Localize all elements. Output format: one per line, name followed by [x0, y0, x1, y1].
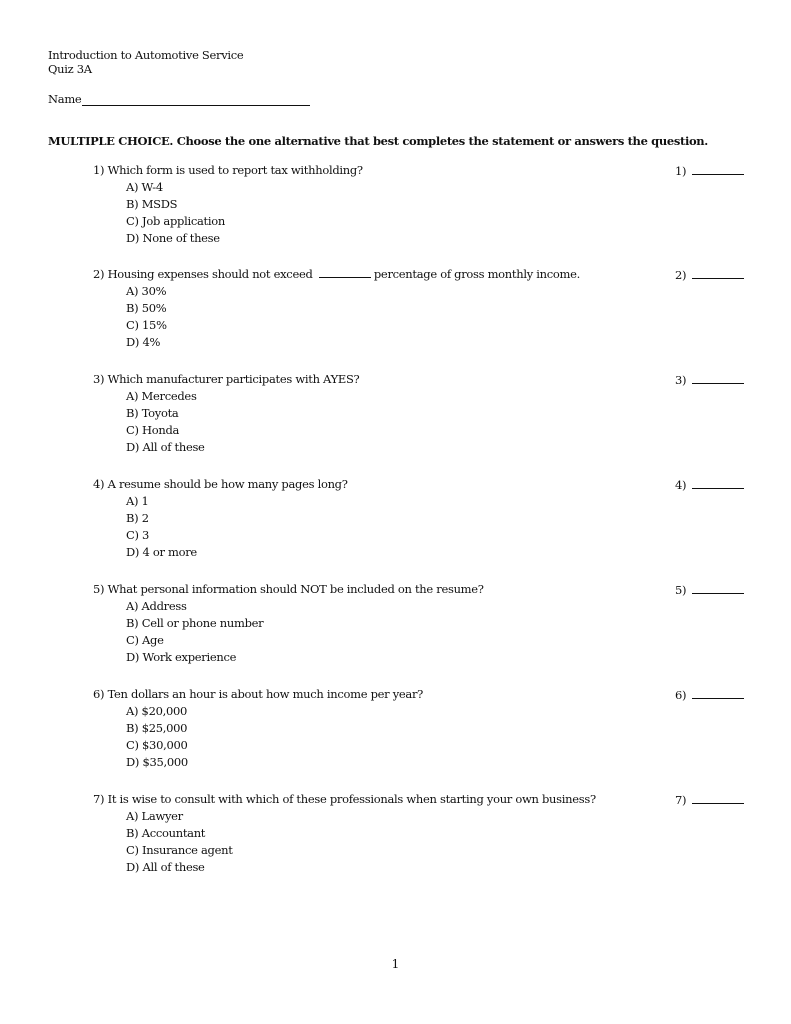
question-3	[93, 371, 748, 456]
answer-option: B) 50%	[126, 301, 167, 315]
answer-slot	[675, 371, 744, 389]
answer-options	[126, 703, 748, 771]
answer-blank-line[interactable]	[692, 162, 744, 175]
answer-option: A) 1	[126, 494, 149, 508]
question-text: It is wise to consult with which of these professionals when starting your own business?	[107, 792, 596, 806]
answer-options	[126, 388, 748, 456]
answer-option: B) 2	[126, 511, 149, 525]
question-text: Ten dollars an hour is about how much income per year?	[107, 687, 424, 701]
question-stem	[93, 581, 748, 598]
answer-option: B) MSDS	[126, 197, 178, 211]
answer-option: C) 15%	[126, 318, 167, 332]
answer-option: A) Address	[126, 599, 187, 613]
answer-option: D) None of these	[126, 231, 220, 245]
answer-option: C) $30,000	[126, 738, 188, 752]
answer-slot-number: 6)	[675, 688, 687, 702]
question-stem	[93, 686, 748, 703]
answer-option: A) 30%	[126, 284, 167, 298]
question-number: 4)	[93, 477, 105, 491]
answer-options	[126, 283, 748, 351]
fill-in-blank	[319, 266, 371, 278]
page-number: 1	[391, 957, 400, 971]
name-field-row	[48, 92, 310, 106]
question-stem	[93, 266, 748, 283]
question-text-continued: percentage of gross monthly income.	[373, 267, 580, 281]
answer-slot	[675, 791, 744, 809]
question-text: A resume should be how many pages long?	[107, 477, 348, 491]
document-header	[48, 48, 243, 76]
course-title: Introduction to Automotive Service	[48, 48, 244, 62]
answer-slot	[675, 162, 744, 180]
answer-blank-line[interactable]	[692, 581, 744, 594]
answer-option: C) Age	[126, 633, 164, 647]
question-number: 5)	[93, 582, 105, 596]
answer-option: C) Job application	[126, 214, 225, 228]
answer-option: C) Honda	[126, 423, 180, 437]
answer-slot-number: 7)	[675, 793, 687, 807]
question-stem	[93, 476, 748, 493]
answer-option: C) Insurance agent	[126, 843, 233, 857]
answer-option: D) Work experience	[126, 650, 237, 664]
answer-option: D) 4 or more	[126, 545, 197, 559]
answer-options	[126, 808, 748, 876]
question-text: Housing expenses should not exceed	[107, 267, 313, 281]
question-text: Which form is used to report tax withholding?	[107, 163, 363, 177]
question-6	[93, 686, 748, 771]
question-number: 2)	[93, 267, 105, 281]
answer-slot-number: 3)	[675, 373, 687, 387]
answer-option: D) 4%	[126, 335, 161, 349]
answer-slot-number: 4)	[675, 478, 687, 492]
name-blank-line[interactable]	[82, 94, 310, 106]
answer-option: A) W-4	[126, 180, 163, 194]
answer-slot-number: 5)	[675, 583, 687, 597]
answer-option: D) All of these	[126, 440, 205, 454]
question-number: 7)	[93, 792, 105, 806]
question-stem	[93, 371, 748, 388]
answer-slot-number: 2)	[675, 268, 687, 282]
answer-option: D) All of these	[126, 860, 205, 874]
answer-options	[126, 598, 748, 666]
answer-slot	[675, 686, 744, 704]
answer-option: B) $25,000	[126, 721, 188, 735]
answer-blank-line[interactable]	[692, 476, 744, 489]
answer-options	[126, 179, 748, 247]
quiz-title: Quiz 3A	[48, 62, 92, 76]
answer-blank-line[interactable]	[692, 791, 744, 804]
answer-slot	[675, 581, 744, 599]
answer-option: B) Accountant	[126, 826, 206, 840]
question-1	[93, 162, 748, 247]
question-7	[93, 791, 748, 876]
answer-slot	[675, 266, 744, 284]
answer-slot-number: 1)	[675, 164, 687, 178]
answer-option: A) Mercedes	[126, 389, 197, 403]
instructions: MULTIPLE CHOICE. Choose the one alternative that best completes the statement or answers the question.	[48, 134, 708, 148]
answer-option: D) $35,000	[126, 755, 188, 769]
answer-option: B) Toyota	[126, 406, 179, 420]
question-number: 3)	[93, 372, 105, 386]
answer-option: A) Lawyer	[126, 809, 183, 823]
answer-blank-line[interactable]	[692, 266, 744, 279]
answer-slot	[675, 476, 744, 494]
question-stem	[93, 791, 748, 808]
question-2	[93, 266, 748, 351]
question-number: 1)	[93, 163, 105, 177]
question-stem	[93, 162, 748, 179]
answer-option: C) 3	[126, 528, 150, 542]
question-text: Which manufacturer participates with AYES?	[107, 372, 360, 386]
question-5	[93, 581, 748, 666]
name-label: Name	[48, 92, 82, 106]
answer-options	[126, 493, 748, 561]
question-4	[93, 476, 748, 561]
answer-option: A) $20,000	[126, 704, 188, 718]
question-number: 6)	[93, 687, 105, 701]
answer-option: B) Cell or phone number	[126, 616, 264, 630]
answer-blank-line[interactable]	[692, 371, 744, 384]
answer-blank-line[interactable]	[692, 686, 744, 699]
question-text: What personal information should NOT be included on the resume?	[107, 582, 484, 596]
